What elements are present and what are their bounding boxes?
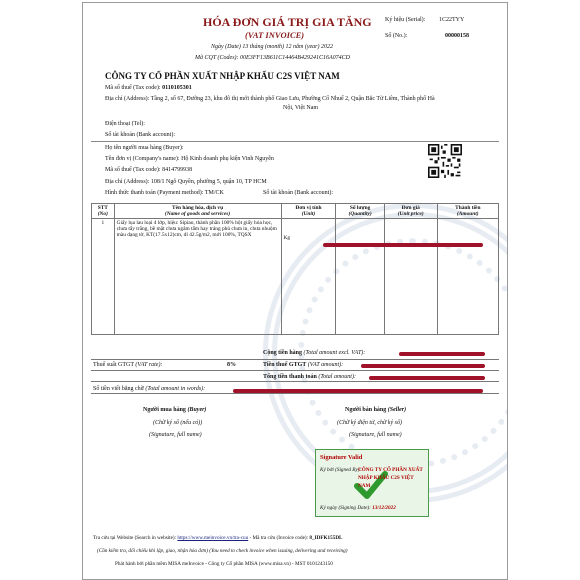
- table-header-row: [92, 204, 499, 219]
- signature-valid-label: Signature Valid: [320, 454, 363, 461]
- items-table: [91, 203, 499, 335]
- redacted-total: [369, 376, 485, 380]
- invoice-date: Ngày (Date) 13 tháng (month) 12 năm (year) 2022: [211, 44, 333, 50]
- words-en: (Total amount in words):: [145, 386, 206, 392]
- table-row: [92, 219, 499, 335]
- footer-note: (Cần kiểm tra, đối chiếu khi lập, giao, nhận hóa đơn) (You need to check invoice when issuing, delivering and receiving): [97, 548, 348, 554]
- qr-code: [428, 144, 462, 178]
- row-stt: 1: [92, 219, 115, 335]
- invoice-title: HÓA ĐƠN GIÁ TRỊ GIA TĂNG: [203, 15, 372, 29]
- buyer-company-label: Tên đơn vị (Company's name):: [105, 156, 180, 162]
- divider: [91, 141, 499, 142]
- seller-tax-value: 0110105301: [162, 85, 192, 91]
- payment-value: TM/CK: [204, 190, 224, 196]
- row-unit: Kg: [281, 219, 336, 335]
- buyer-account-label: Số tài khoản (Bank account):: [263, 190, 333, 196]
- total-en: (Total amount):: [318, 374, 356, 380]
- buyer-sign-en: (Buyer): [187, 407, 207, 413]
- seller-sign-note: (Chữ ký điện tử, chữ ký số): [337, 420, 402, 426]
- redacted-vat: [361, 364, 485, 368]
- header-unit: Đơn vị tính: [295, 205, 322, 211]
- cqt-code: Mã CQT (Codes): 00E3FF13B611C14464B429241C16A074CD: [195, 55, 350, 61]
- header-name-en: (Name of goods and services): [164, 211, 231, 217]
- header-price-en: (Unit price): [397, 211, 424, 217]
- vat-amount-label: Tiền thuế GTGT: [263, 362, 307, 368]
- buyer-tax-label: Mã số thuế (Tax code):: [105, 167, 161, 173]
- buyer-name-label: Họ tên người mua hàng (Buyer):: [105, 145, 184, 151]
- subtotal-label: Cộng tiền hàng: [263, 350, 303, 356]
- signing-date-value: 13/12/2022: [372, 505, 396, 511]
- lookup-prefix: Tra cứu tại Website (Search in website):: [93, 535, 177, 541]
- vat-rate-label: Thuế suất GTGT: [93, 362, 134, 368]
- serial-value: 1C22TYY: [439, 17, 465, 23]
- header-qty-en: (Quantity): [348, 211, 372, 217]
- vat-amount-en: (VAT amount):: [307, 362, 344, 368]
- seller-address-label: Địa chỉ (Address):: [105, 96, 150, 102]
- seller-address-line2: Nội, Việt Nam: [283, 105, 319, 111]
- footer-issuer: Phát hành bởi phần mềm MISA meInvoice - Công ty Cổ phần MISA (www.misa.vn) - MST 0101243150: [115, 561, 333, 567]
- header-unit-en: (Unit): [301, 211, 316, 217]
- seller-address-value: Tầng 2, số 67, Đường 23, khu đô thị mới thành phố Giao Lưu, Phường Cổ Nhuế 2, Quận Bắc Từ Liêm, Thành phố Hà: [150, 96, 435, 102]
- seller-sign-en: (Seller): [387, 407, 407, 413]
- lookup-code: 8_IDFK155DL: [309, 535, 343, 541]
- vat-rate-en: (VAT rate):: [135, 362, 163, 368]
- serial-label: Ký hiệu (Serial):: [385, 17, 426, 23]
- invoice-no-value: 00000158: [445, 33, 469, 39]
- invoice-subtitle: (VAT INVOICE): [245, 30, 305, 40]
- lookup-url-link[interactable]: https://www.meinvoice.vn/tra-cuu: [177, 535, 249, 541]
- seller-name: CÔNG TY CỔ PHẦN XUẤT NHẬP KHẨU C2S VIỆT NAM: [105, 71, 340, 81]
- header-qty: Số lượng: [349, 205, 371, 211]
- words-label: Số tiền viết bằng chữ: [93, 386, 144, 392]
- seller-account-label: Số tài khoản (Bank account):: [105, 132, 175, 138]
- redacted-values: [323, 243, 483, 247]
- header-price: Đơn giá: [401, 205, 420, 211]
- redacted-subtotal: [399, 352, 485, 356]
- buyer-sign-note: (Chữ ký số (nếu có)): [153, 420, 203, 426]
- signature-valid-box: [315, 449, 429, 517]
- invoice-no-label: Số (No.):: [385, 33, 408, 39]
- lookup-code-label: - Mã tra cứu (Invoice code):: [249, 535, 309, 541]
- vat-rate-value: 8%: [227, 362, 236, 368]
- subtotal-en: (Total amount excl. VAT):: [303, 350, 366, 356]
- seller-sign-note-en: (Signature, full name): [349, 432, 402, 438]
- buyer-address-value: 108/1 Ngô Quyền, phường 5, quận 10, TP HCM: [150, 179, 267, 185]
- header-name: Tên hàng hóa, dịch vụ: [172, 205, 224, 211]
- invoice-sheet: [82, 2, 508, 580]
- header-stt-en: (No): [97, 211, 108, 217]
- buyer-sign-title: Người mua hàng: [143, 407, 186, 413]
- signed-by-value: CÔNG TY CỔ PHẦN XUẤT NHẬP KHẨU C2S VIỆT NAM: [358, 467, 423, 489]
- seller-tax-label: Mã số thuế (Tax code):: [105, 85, 161, 91]
- buyer-tax-value: 8414799938: [162, 167, 193, 173]
- buyer-company-value: Hộ Kinh doanh phụ kiện Vinh Nguyễn: [181, 156, 274, 162]
- buyer-sign-note-en: (Signature, full name): [149, 432, 202, 438]
- signed-by-label: Ký bởi (Signed By):: [320, 467, 362, 473]
- total-label: Tổng tiền thanh toán: [263, 374, 317, 380]
- signing-date-label: Ký ngày (Signing Date):: [320, 505, 371, 511]
- header-stt: STT: [97, 205, 108, 211]
- seller-sign-title: Người bán hàng: [345, 407, 387, 413]
- header-amount: Thành tiền: [455, 205, 481, 211]
- row-name: Giấy lụa lau loại 4 lớp, hiệu: Sipiao, thành phần 100% bột giấy hóa học, chưa tẩy trắng, bề mặt chưa ngâm tẩm hay tráng phủ chưa in, chưa nhuộm màu dạng tờ, KT(17.5x12)cm, dl 42.5g/m2, mới 100%, TQSX: [114, 219, 281, 335]
- seller-phone-label: Điện thoại (Tel):: [105, 121, 145, 127]
- buyer-address-label: Địa chỉ (Address):: [105, 179, 150, 185]
- redacted-words: [233, 389, 483, 393]
- payment-label: Hình thức thanh toán (Payment method):: [105, 190, 204, 196]
- header-amount-en: (Amount): [457, 211, 479, 217]
